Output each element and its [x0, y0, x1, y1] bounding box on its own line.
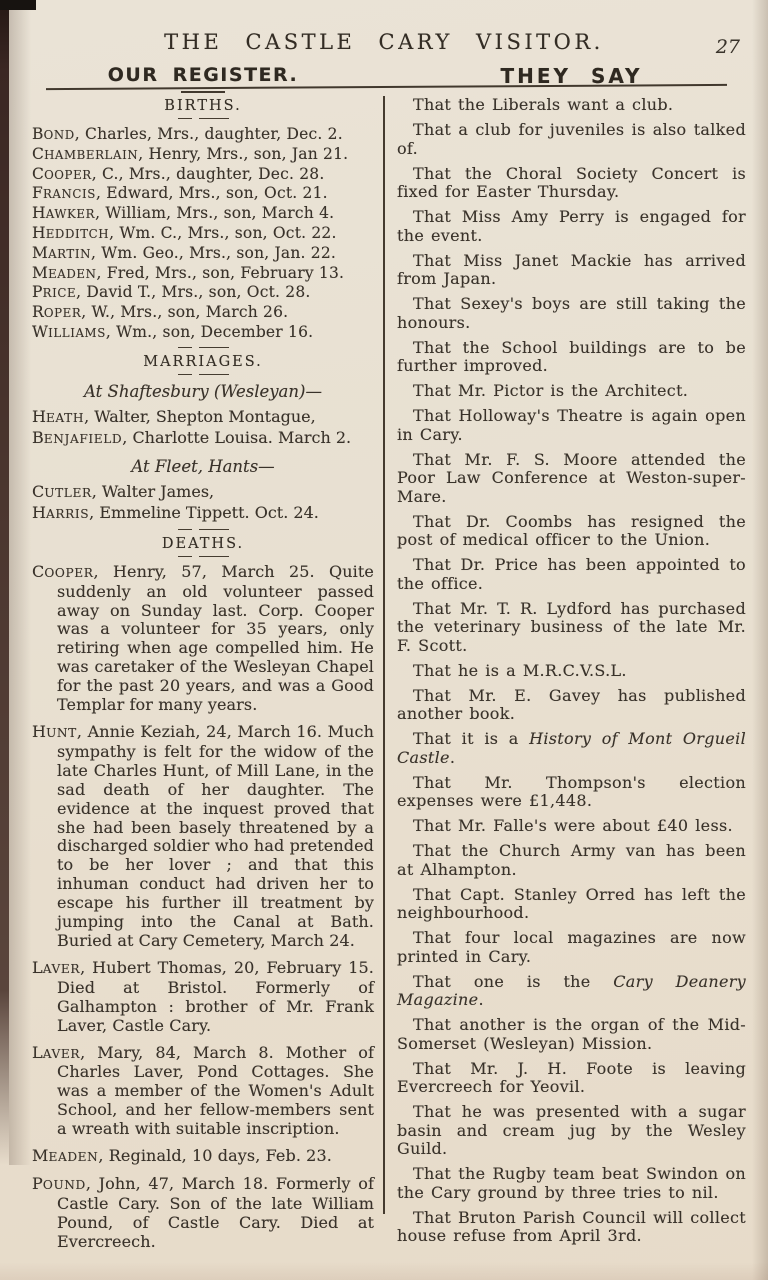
death-entry: COOPER, Henry, 57, March 25. Quite suddenly an old volunteer passed away on Sunday last. Corp. Cooper was a volunteer for 35 years, only retiring when age compelled him. He was caretaker of the Wesleyan Chapel for the past 20 years, and was a Good Templar for many years. [32, 561, 374, 715]
they-say-item: That Bruton Parish Council will collect house refuse from April 3rd. [397, 1207, 746, 1245]
they-say-item: That it is a History of Mont Orgueil Castle. [397, 729, 746, 767]
they-say-item: That a club for juveniles is also talked of. [397, 120, 746, 158]
column-divider [383, 96, 385, 1214]
they-say-item: That the Liberals want a club. [413, 95, 674, 114]
surname-smallcaps: CHAMBERLAIN [32, 144, 139, 163]
surname-smallcaps: FRANCIS [32, 184, 96, 203]
surname-smallcaps: HEDDITCH [32, 223, 110, 242]
birth-entry: WILLIAMS, Wm., son, December 16. [32, 322, 314, 341]
surname-smallcaps: MEADEN [32, 1146, 99, 1166]
binding-edge [0, 0, 9, 1165]
page-crease-shadow [9, 0, 31, 1165]
birth-entry: MEADEN, Fred, Mrs., son, February 13. [32, 263, 345, 282]
they-say-item: That Mr. E. Gavey has published another book. [397, 685, 746, 723]
marriages-heading: MARRIAGES. [143, 353, 263, 370]
surname-smallcaps: WILLIAMS [32, 322, 106, 341]
surname-smallcaps: CUTLER [32, 481, 92, 501]
rule [32, 374, 374, 375]
surname-smallcaps: COOPER [32, 164, 92, 183]
births-heading: BIRTHS. [164, 98, 242, 114]
register-title: OUR REGISTER. [107, 64, 299, 86]
they-say-column [397, 64, 746, 1252]
publication-title: THE CASTLE CARY VISITOR. [164, 30, 604, 54]
death-entry: POUND, John, 47, March 18. Formerly of Castle Cary. Son of the late William Pound, of Castle Cary. Died at Evercreech. [32, 1173, 374, 1251]
births-list [32, 125, 374, 343]
they-say-item: That he is a M.R.C.V.S.L. [413, 660, 627, 680]
bottom-edge-shadow [0, 1262, 768, 1280]
they-say-item: That the Church Army van has been at Alhampton. [397, 841, 746, 879]
rule [181, 91, 225, 93]
surname-smallcaps: COOPER [32, 561, 94, 581]
they-say-item: That Capt. Stanley Orred has left the neighbourhood. [397, 884, 746, 922]
marriage-place-heading: At Shaftesbury (Wesleyan)— [84, 381, 322, 401]
marriages-list [32, 382, 374, 525]
they-say-item: That Holloway's Theatre is again open in Cary. [397, 406, 746, 444]
they-say-item: That Sexey's boys are still taking the honours. [397, 294, 746, 332]
marriage-entry: HARRIS, Emmeline Tippett. Oct. 24. [32, 503, 319, 523]
death-entry: HUNT, Annie Keziah, 24, March 16. Much sympathy is felt for the widow of the late Charles Hunt, of Mill Lane, in the sad death of her daughter. The evidence at the inquest proved that she had been basely threatened by a discharged soldier who had pretended to be her lover ; and that this inhuman conduct had driven her to escape his further ill treatment by jumping into the Canal at Bath. Buried at Cary Cemetery, March 24. [32, 722, 374, 950]
birth-entry: COOPER, C., Mrs., daughter, Dec. 28. [32, 164, 325, 183]
they-say-item: That he was presented with a sugar basin and cream jug by the Wesley Guild. [397, 1102, 746, 1158]
marriage-entry: HEATH, Walter, Shepton Montague, [32, 406, 316, 426]
rule [32, 556, 374, 557]
they-say-item: That Mr. Falle's were about £40 less. [413, 816, 733, 835]
surname-smallcaps: MEADEN [32, 263, 97, 282]
surname-smallcaps: HEATH [32, 406, 85, 426]
publication-name-italic: History of Mont Orgueil Castle [397, 729, 746, 767]
death-entry: LAVER, Hubert Thomas, 20, February 15. Died at Bristol. Formerly of Galhampton : brother of Mr. Frank Laver, Castle Cary. [32, 957, 374, 1035]
they-say-item: That one is the Cary Deanery Magazine. [397, 971, 747, 1009]
they-say-item: That Mr. Pictor is the Architect. [413, 381, 689, 400]
they-say-item: That Miss Janet Mackie has arrived from Japan. [397, 250, 746, 288]
they-say-item: That Mr. F. S. Moore attended the Poor Law Conference at Weston-super-Mare. [397, 449, 746, 506]
surname-smallcaps: PRICE [32, 283, 77, 302]
marriage-place-heading: At Fleet, Hants— [131, 456, 275, 476]
they-say-item: That the School buildings are to be further improved. [397, 337, 746, 375]
rule [32, 347, 374, 348]
surname-smallcaps: LAVER [32, 1042, 81, 1062]
surname-smallcaps: BOND [32, 125, 75, 143]
surname-smallcaps: HARRIS [32, 503, 90, 523]
they-say-item: That Dr. Coombs has resigned the post of medical officer to the Union. [397, 511, 746, 549]
they-say-item: That the Rugby team beat Swindon on the Cary ground by three tries to nil. [397, 1164, 746, 1202]
birth-entry: HEDDITCH, Wm. C., Mrs., son, Oct. 22. [32, 223, 337, 242]
surname-smallcaps: MARTIN [32, 243, 92, 262]
page-curl-shadow [752, 0, 768, 1280]
death-entry: LAVER, Mary, 84, March 8. Mother of Charles Laver, Pond Cottages. She was a member of the Women's Adult School, and her fellow-members sent a wreath with suitable inscription. [32, 1042, 374, 1139]
they-say-item: That Mr. Thompson's election expenses were £1,448. [397, 772, 746, 810]
they-say-item: That Mr. T. R. Lydford has purchased the veterinary business of the late Mr. F. Scott. [397, 598, 746, 655]
they-say-item: That Miss Amy Perry is engaged for the event. [397, 207, 746, 245]
birth-entry: MARTIN, Wm. Geo., Mrs., son, Jan. 22. [32, 243, 337, 262]
they-say-list [397, 96, 746, 1246]
they-say-title: THEY SAY [500, 64, 643, 88]
birth-entry: BOND, Charles, Mrs., daughter, Dec. 2. [32, 125, 343, 143]
marriage-entry: CUTLER, Walter James, [32, 481, 215, 501]
they-say-item: That the Choral Society Concert is fixed for Easter Thursday. [397, 163, 746, 201]
surname-smallcaps: HAWKER [32, 204, 96, 223]
marriage-entry: BENJAFIELD, Charlotte Louisa. March 2. [32, 428, 352, 448]
page-number: 27 [715, 36, 740, 58]
birth-entry: HAWKER, William, Mrs., son, March 4. [32, 204, 335, 223]
surname-smallcaps: BENJAFIELD [32, 428, 123, 448]
rule [32, 118, 374, 119]
surname-smallcaps: ROPER [32, 303, 82, 322]
they-say-item: That Dr. Price has been appointed to the office. [397, 555, 746, 593]
deaths-list [32, 563, 374, 1252]
birth-entry: CHAMBERLAIN, Henry, Mrs., son, Jan 21. [32, 144, 349, 163]
they-say-item: That another is the organ of the Mid-Somerset (Wesleyan) Mission. [397, 1015, 746, 1053]
death-entry: MEADEN, Reginald, 10 days, Feb. 23. [32, 1146, 332, 1166]
birth-entry: PRICE, David T., Mrs., son, Oct. 28. [32, 283, 311, 302]
rule [32, 529, 374, 530]
they-say-item: That Mr. J. H. Foote is leaving Evercreech for Yeovil. [397, 1058, 746, 1096]
surname-smallcaps: LAVER [32, 957, 81, 977]
birth-entry: FRANCIS, Edward, Mrs., son, Oct. 21. [32, 184, 328, 203]
surname-smallcaps: POUND [32, 1173, 86, 1193]
publication-name-italic: Cary Deanery Magazine [397, 971, 747, 1009]
surname-smallcaps: HUNT [32, 722, 77, 742]
scan-corner-artifact [0, 0, 36, 10]
they-say-item: That four local magazines are now printed in Cary. [397, 928, 746, 966]
register-column [32, 64, 374, 1252]
deaths-heading: DEATHS. [161, 535, 245, 552]
birth-entry: ROPER, W., Mrs., son, March 26. [32, 303, 289, 322]
